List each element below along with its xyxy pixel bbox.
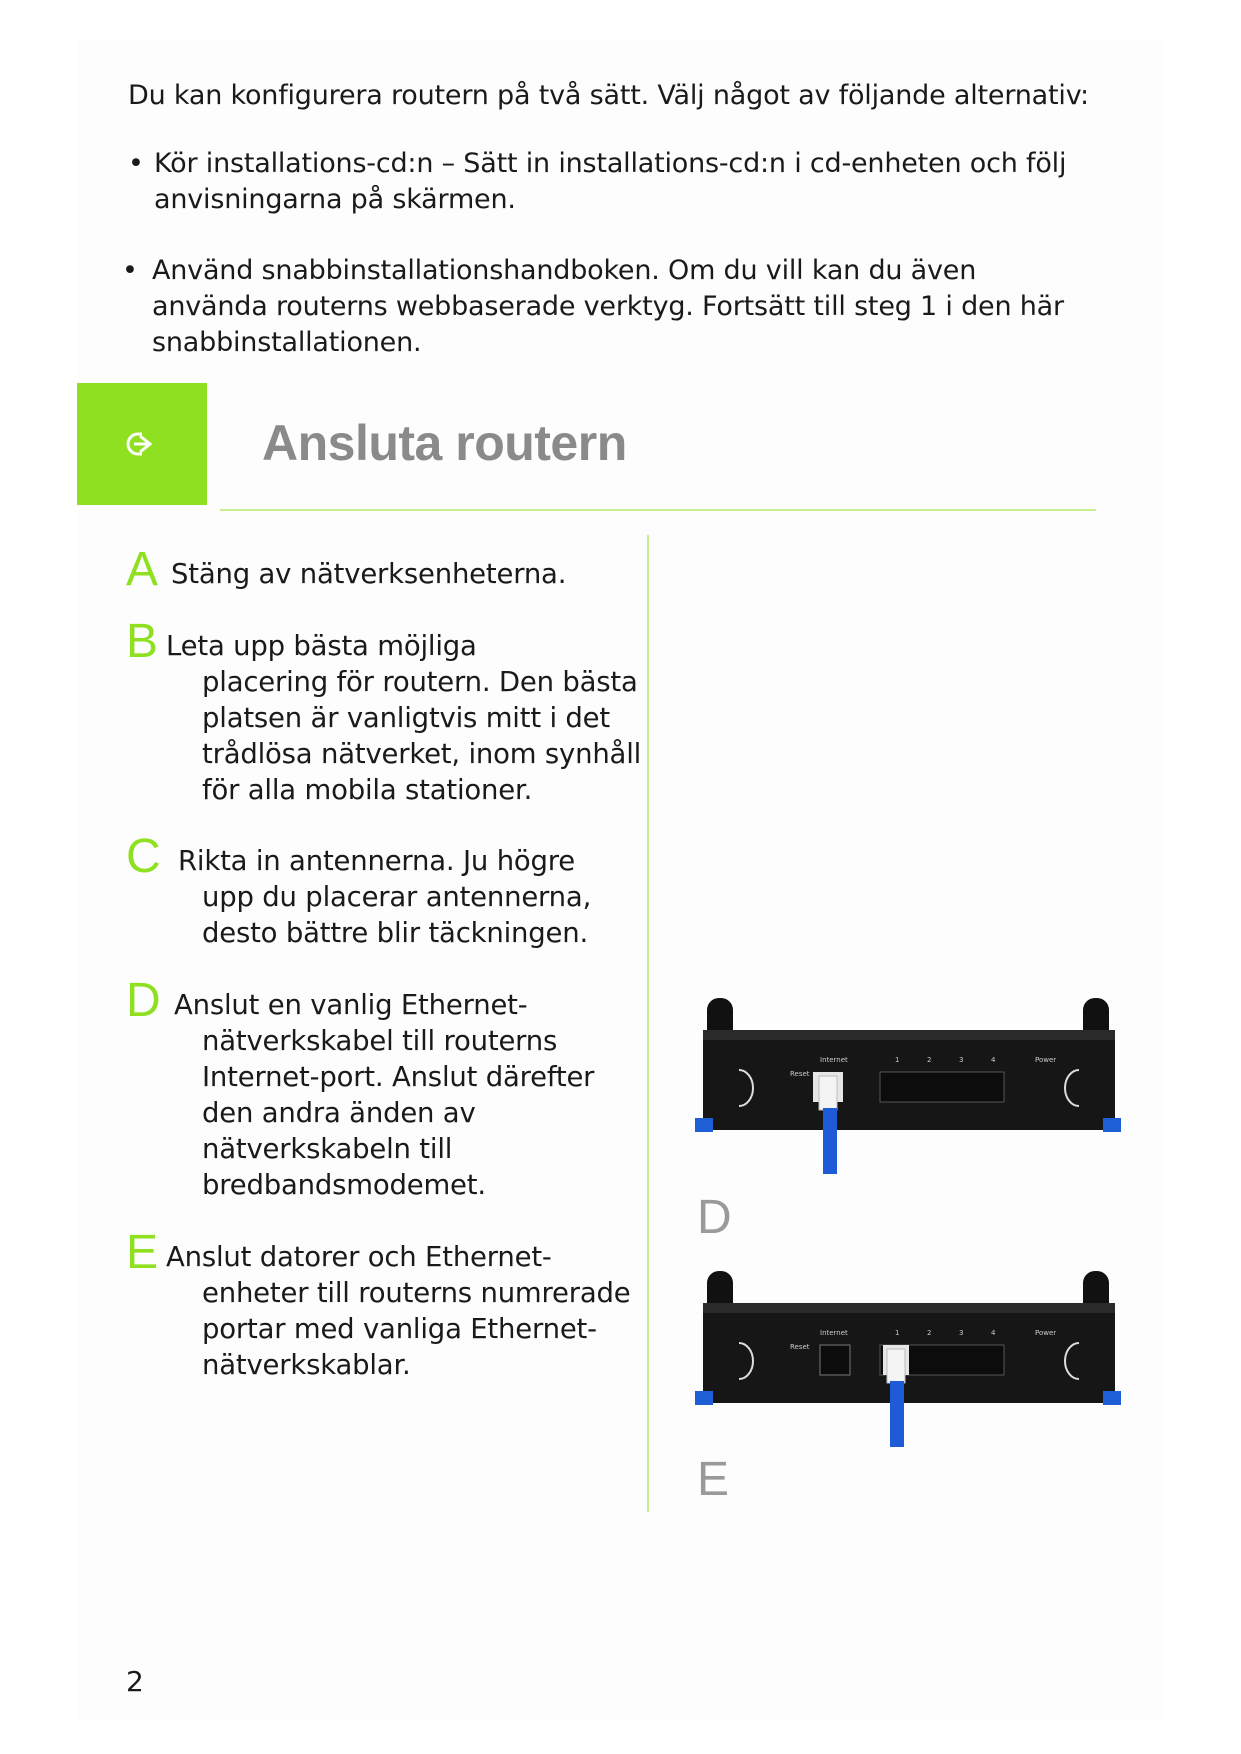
step-d bbox=[126, 974, 646, 1203]
column-divider bbox=[647, 535, 649, 1512]
port-number: 4 bbox=[991, 1329, 996, 1337]
reset-port-label: Reset bbox=[790, 1070, 810, 1078]
option-item-guide bbox=[122, 253, 1088, 361]
router-illustration-e bbox=[695, 1265, 1125, 1455]
step-body: enheter till routerns numrerade portar med vanliga Ethernet-nätverkskablar. bbox=[202, 1277, 631, 1381]
section-badge bbox=[77, 383, 207, 505]
power-label: Power bbox=[1035, 1056, 1057, 1064]
port-number: 2 bbox=[927, 1329, 932, 1337]
internet-port-label: Internet bbox=[820, 1056, 848, 1064]
step-letter: D bbox=[126, 974, 161, 1027]
connect-plug-icon bbox=[120, 423, 162, 465]
bullet-icon: • bbox=[122, 255, 138, 286]
section-title: Ansluta routern bbox=[262, 415, 627, 471]
step-letter: B bbox=[126, 615, 158, 668]
step-first-line: Leta upp bästa möjliga bbox=[166, 630, 477, 662]
reset-port-label: Reset bbox=[790, 1343, 810, 1351]
port-number: 3 bbox=[959, 1329, 964, 1337]
step-b bbox=[126, 615, 646, 808]
option-text: Kör installations-cd:n – Sätt in installations-cd:n i cd-enheten och följ anvisningarna på skärmen. bbox=[154, 148, 1067, 215]
title-divider bbox=[220, 509, 1096, 511]
page-number: 2 bbox=[126, 1665, 144, 1698]
port-number: 4 bbox=[991, 1056, 996, 1064]
router-illustration-d bbox=[695, 992, 1125, 1182]
step-body: placering för routern. Den bästa platsen är vanligtvis mitt i det trådlösa nätverket, inom synhåll för alla mobila stationer. bbox=[202, 666, 642, 806]
step-letter: A bbox=[126, 543, 158, 596]
figure-label-d: D bbox=[697, 1191, 732, 1244]
step-body: upp du placerar antennerna, desto bättre blir täckningen. bbox=[202, 881, 592, 949]
port-number: 1 bbox=[895, 1056, 900, 1064]
port-number: 1 bbox=[895, 1329, 900, 1337]
option-text: Använd snabbinstallationshandboken. Om du vill kan du även använda routerns webbaserade verktyg. Fortsätt till steg 1 i den här snabbinstallationen. bbox=[152, 255, 1064, 358]
step-letter: C bbox=[126, 830, 161, 883]
intro-text: Du kan konfigurera routern på två sätt. Välj något av följande alternativ: bbox=[128, 80, 1089, 111]
step-a bbox=[126, 543, 646, 596]
step-body: nätverkskabel till routerns Internet-port. Anslut därefter den andra änden av nätverkskabeln till bredbandsmodemet. bbox=[202, 1025, 595, 1201]
step-c bbox=[126, 830, 646, 951]
step-first-line: Stäng av nätverksenheterna. bbox=[171, 558, 567, 590]
option-item-cd bbox=[128, 146, 1088, 218]
step-first-line: Anslut datorer och Ethernet- bbox=[166, 1241, 552, 1273]
step-first-line: Rikta in antennerna. Ju högre bbox=[178, 845, 576, 877]
port-number: 3 bbox=[959, 1056, 964, 1064]
figure-label-e: E bbox=[697, 1453, 730, 1506]
port-number: 2 bbox=[927, 1056, 932, 1064]
step-e bbox=[126, 1226, 646, 1383]
intro-paragraph bbox=[128, 78, 1128, 114]
step-letter: E bbox=[126, 1226, 158, 1279]
internet-port-label: Internet bbox=[820, 1329, 848, 1337]
bullet-icon: • bbox=[128, 148, 144, 179]
power-label: Power bbox=[1035, 1329, 1057, 1337]
step-first-line: Anslut en vanlig Ethernet- bbox=[174, 989, 528, 1021]
